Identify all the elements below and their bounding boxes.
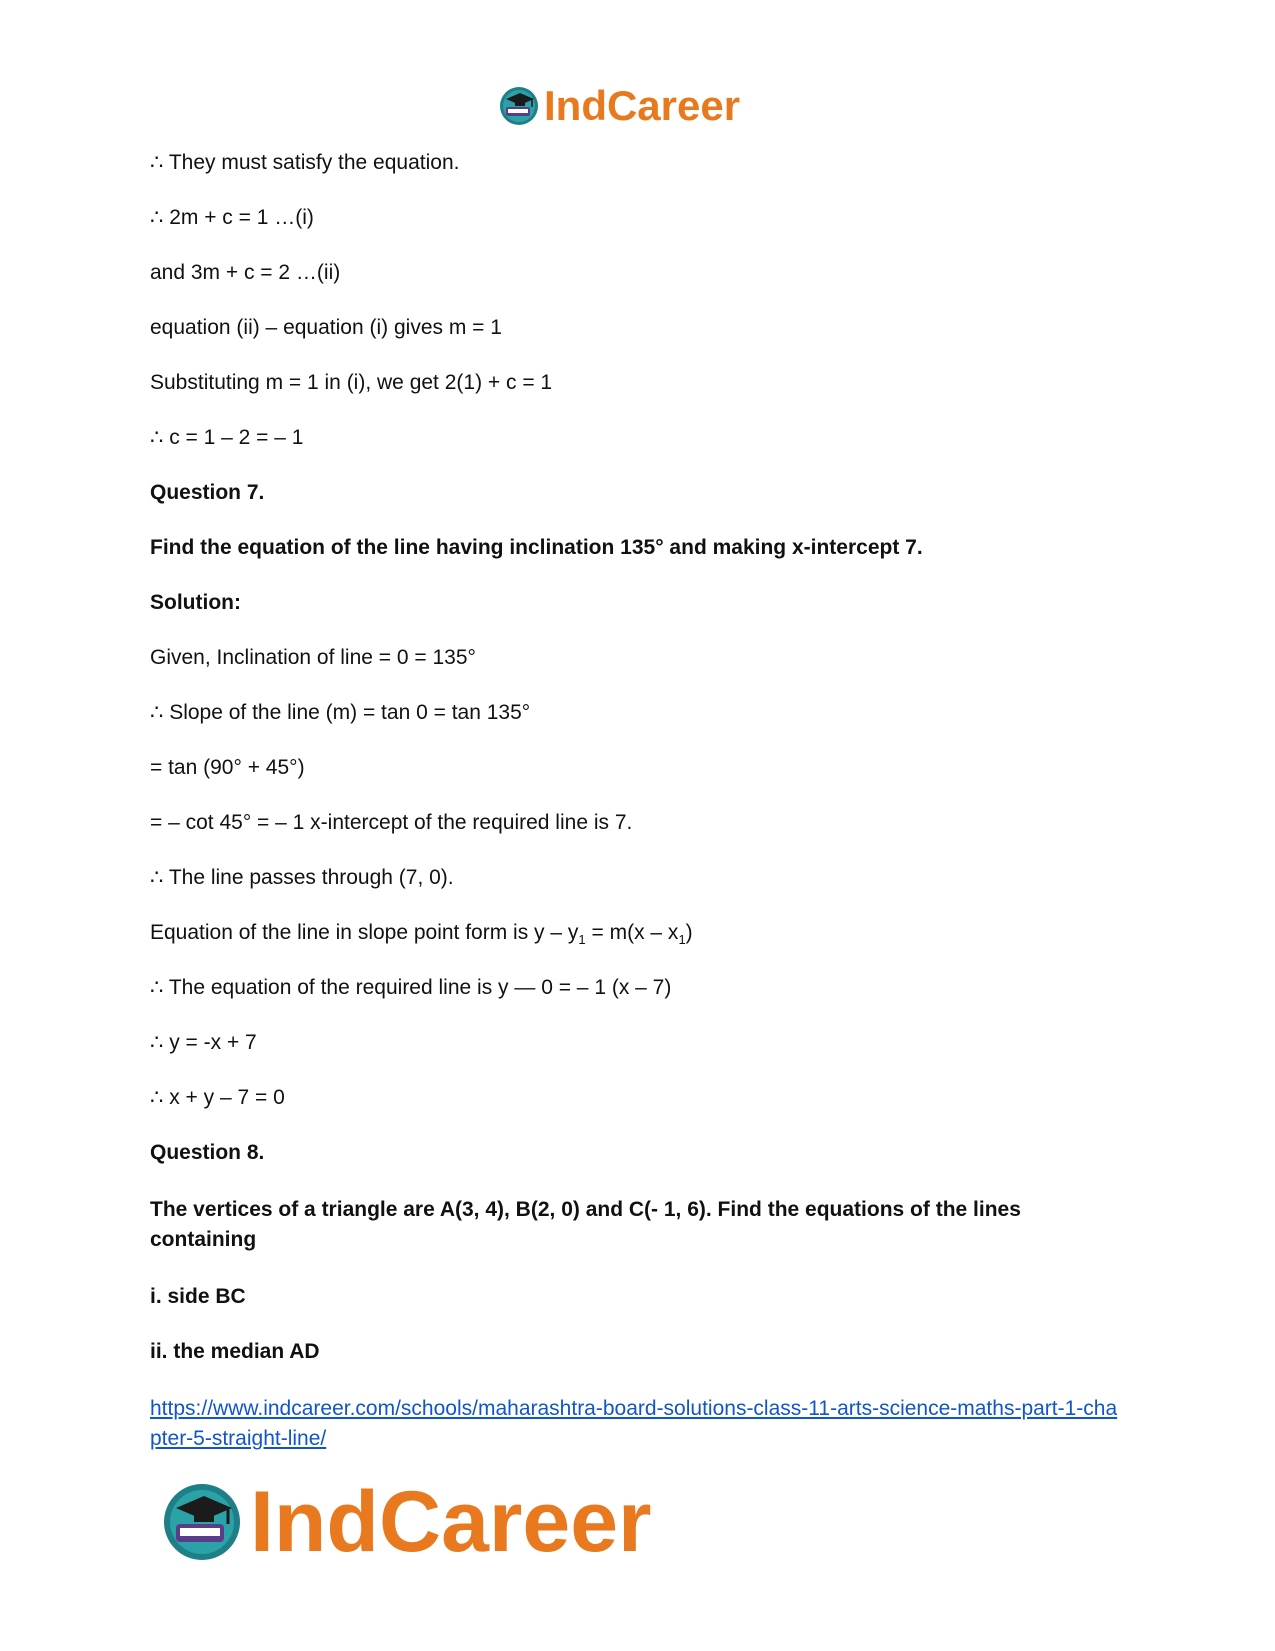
paragraph: and 3m + c = 2 …(ii) bbox=[150, 261, 341, 284]
logo-wordmark: IndCareer bbox=[250, 1474, 652, 1570]
source-link[interactable]: https://www.indcareer.com/schools/maharashtra-board-solutions-class-11-arts-science-maths-part-1-chapter-5-straight-line/ bbox=[150, 1397, 1118, 1450]
question-heading: Question 8. bbox=[150, 1141, 265, 1164]
paragraph: ∴ x + y – 7 = 0 bbox=[150, 1086, 285, 1109]
paragraph: ∴ Slope of the line (m) = tan 0 = tan 135° bbox=[150, 701, 531, 724]
question-text: Find the equation of the line having inclination 135° and making x-intercept 7. bbox=[150, 536, 923, 559]
subscript: 1 bbox=[678, 932, 686, 948]
paragraph: Substituting m = 1 in (i), we get 2(1) + c = 1 bbox=[150, 371, 553, 394]
footer-logo bbox=[160, 1472, 720, 1572]
graduation-cap-book-icon bbox=[160, 1480, 244, 1564]
text-segment: = m(x – x bbox=[585, 921, 679, 944]
subscript: 1 bbox=[578, 932, 586, 948]
paragraph: ∴ 2m + c = 1 …(i) bbox=[150, 206, 314, 229]
paragraph: ∴ They must satisfy the equation. bbox=[150, 151, 460, 174]
paragraph: ∴ The line passes through (7, 0). bbox=[150, 866, 454, 889]
paragraph: equation (ii) – equation (i) gives m = 1 bbox=[150, 316, 502, 339]
paragraph: ∴ c = 1 – 2 = – 1 bbox=[150, 426, 304, 449]
solution-label: Solution: bbox=[150, 591, 241, 614]
text-segment: ) bbox=[685, 921, 693, 944]
slope-point-form-paragraph bbox=[150, 920, 1125, 946]
graduation-cap-book-icon bbox=[498, 85, 540, 127]
paragraph: Given, Inclination of line = 0 = 135° bbox=[150, 646, 476, 669]
text-segment: Equation of the line in slope point form is y – y bbox=[150, 921, 579, 944]
paragraph: = – cot 45° = – 1 x-intercept of the required line is 7. bbox=[150, 811, 633, 834]
document-body bbox=[150, 150, 1125, 1454]
question-part: i. side BC bbox=[150, 1285, 246, 1308]
paragraph: ∴ The equation of the required line is y — 0 = – 1 (x – 7) bbox=[150, 976, 672, 999]
question-part: ii. the median AD bbox=[150, 1340, 320, 1363]
logo-wordmark: IndCareer bbox=[544, 82, 741, 129]
question-text: The vertices of a triangle are A(3, 4), B(2, 0) and C(- 1, 6). Find the equations of the lines containing bbox=[150, 1198, 1027, 1251]
paragraph: ∴ y = -x + 7 bbox=[150, 1031, 257, 1054]
question-heading: Question 7. bbox=[150, 481, 265, 504]
paragraph: = tan (90° + 45°) bbox=[150, 756, 305, 779]
header-logo bbox=[498, 80, 788, 132]
